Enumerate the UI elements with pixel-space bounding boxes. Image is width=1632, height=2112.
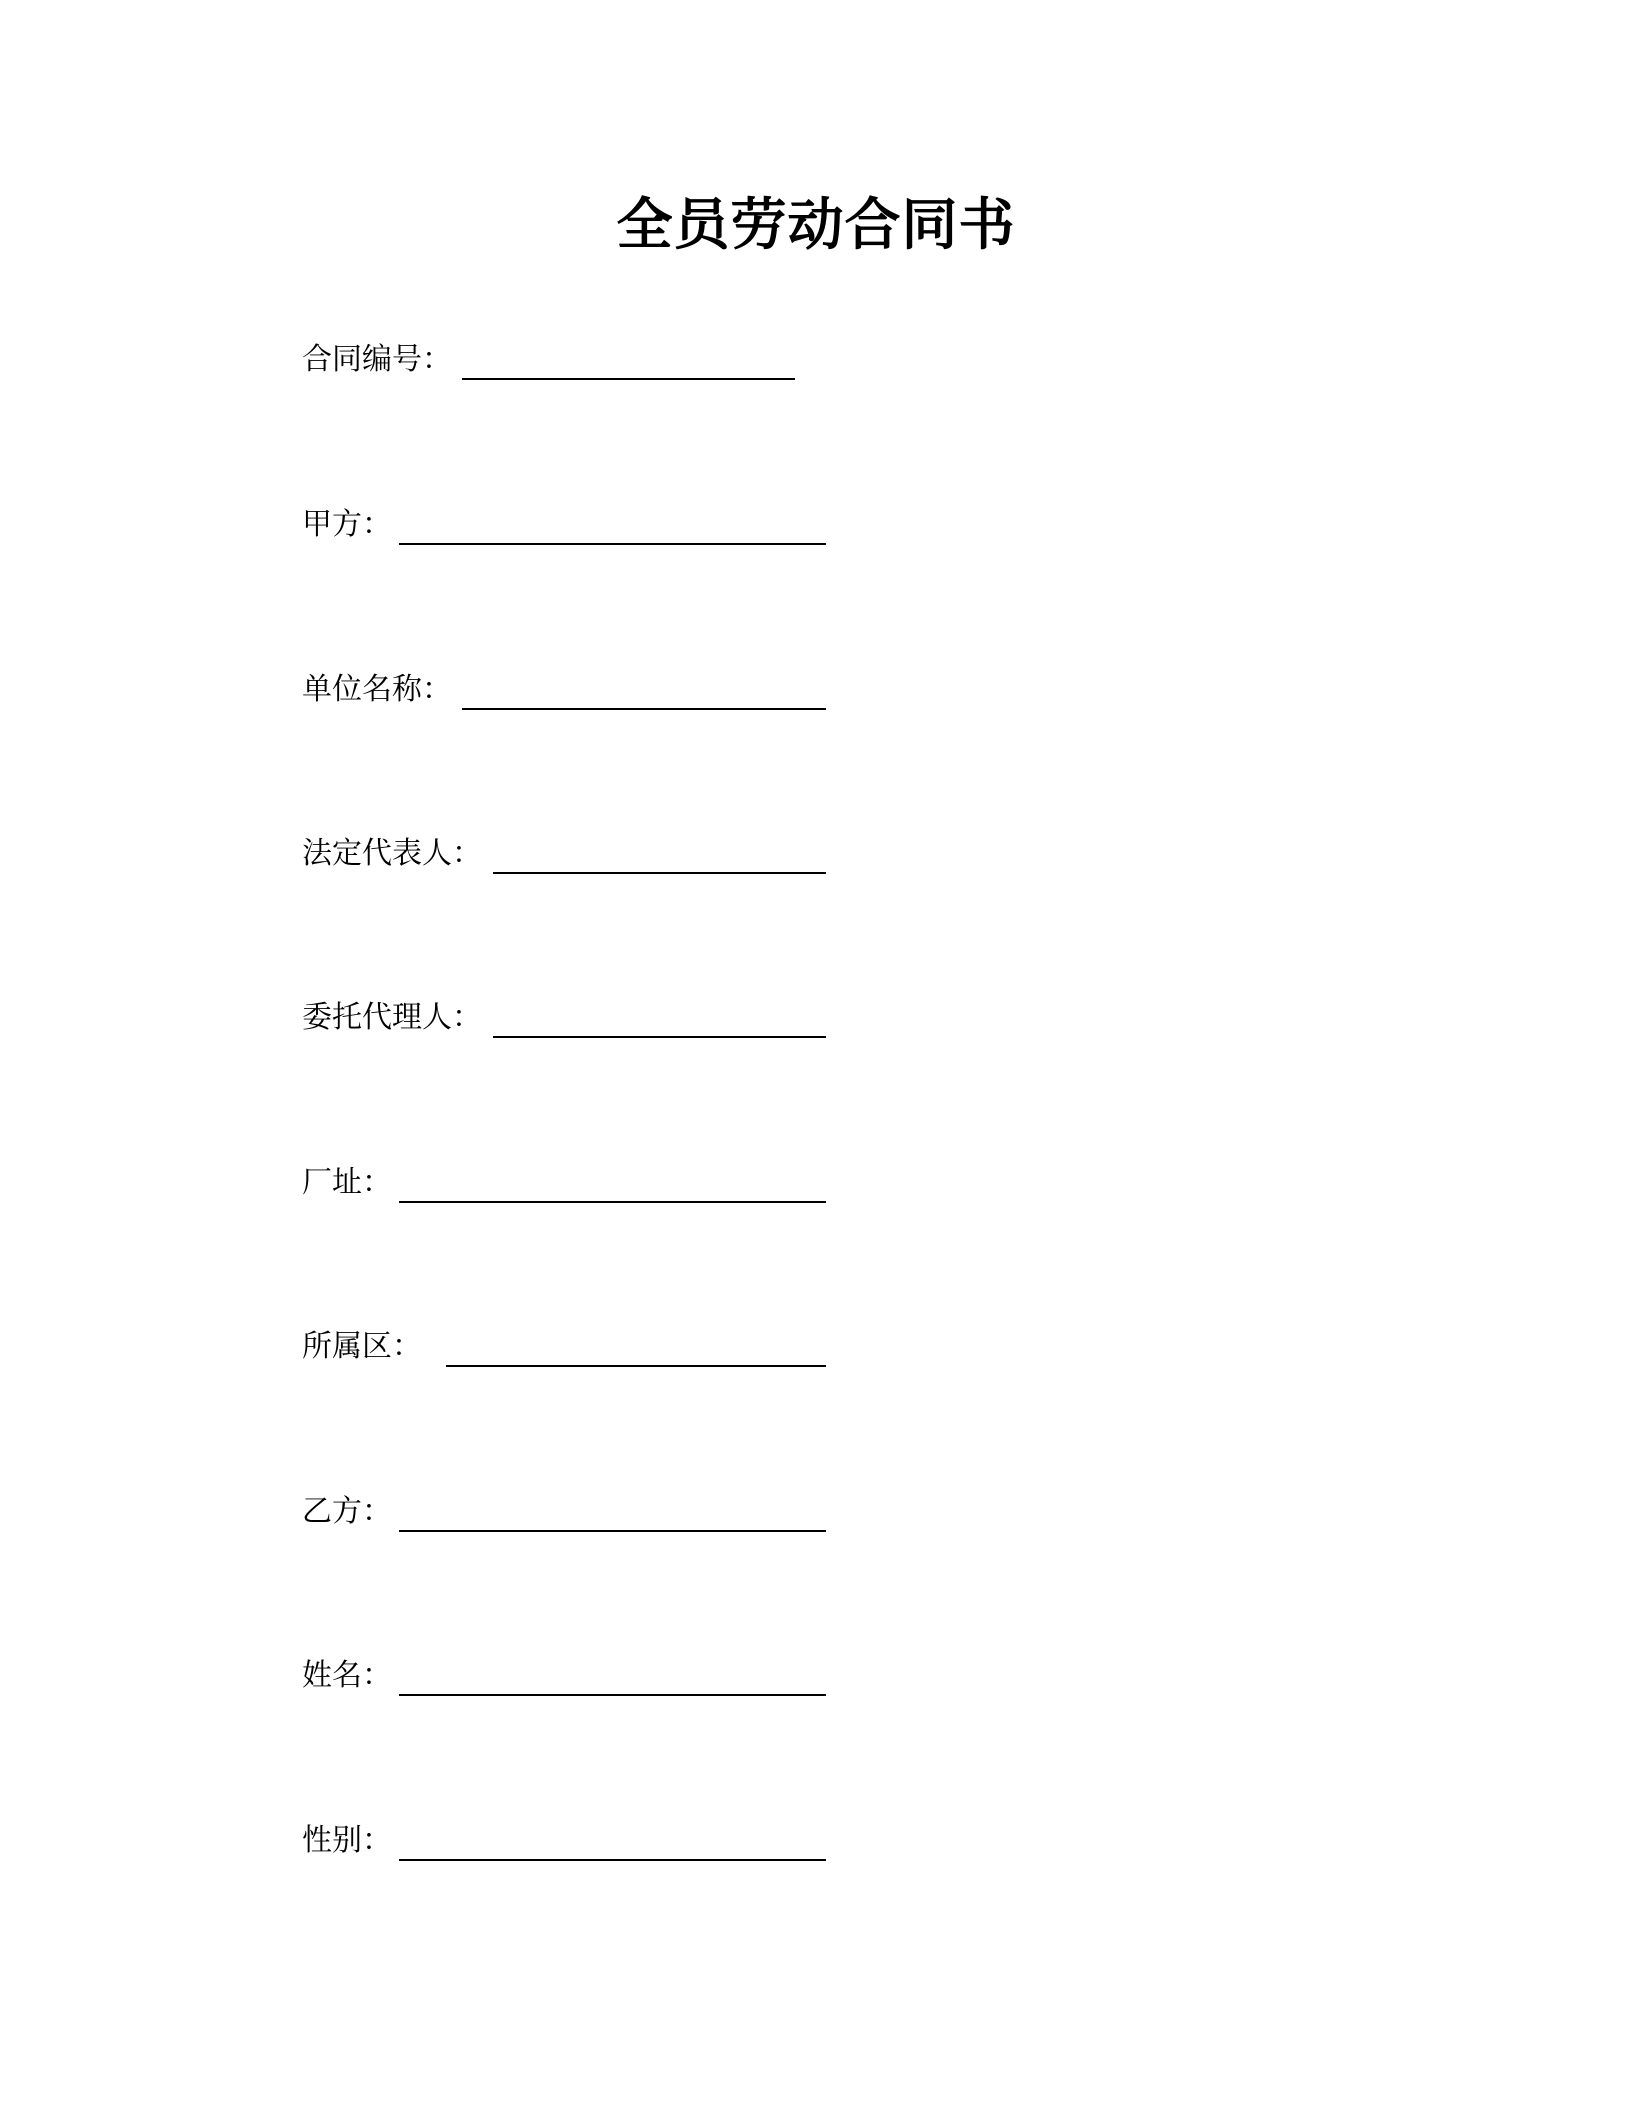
fill-in-blank-line[interactable] [399,1530,826,1532]
fill-in-blank-line[interactable] [462,708,826,710]
fill-in-blank-line[interactable] [493,872,826,874]
fill-in-blank-line[interactable] [399,1859,826,1861]
field-label: 姓名： [302,1658,392,1693]
field-label: 法定代表人： [302,836,482,871]
field-party-b [302,1482,827,1532]
field-label: 合同编号： [302,342,452,377]
field-district [302,1317,827,1367]
fill-in-blank-line[interactable] [446,1365,826,1367]
document-title: 全员劳动合同书 [616,193,1016,258]
field-label: 所属区： [302,1329,422,1364]
field-company-name [302,660,827,710]
fill-in-blank-line[interactable] [399,1694,826,1696]
fill-in-blank-line[interactable] [493,1036,826,1038]
field-label: 委托代理人： [302,1000,482,1035]
fill-in-blank-line[interactable] [399,1201,826,1203]
field-label: 厂址： [302,1165,392,1200]
field-label: 单位名称： [302,672,452,707]
field-name [302,1646,827,1696]
field-label: 乙方： [302,1494,392,1529]
field-label: 性别： [302,1823,392,1858]
field-gender [302,1811,827,1861]
field-authorized-agent [302,988,827,1038]
fill-in-blank-line[interactable] [462,378,795,380]
fill-in-blank-line[interactable] [399,543,826,545]
field-legal-representative [302,824,827,874]
field-contract-number [302,330,797,380]
field-label: 甲方： [302,507,392,542]
field-party-a [302,495,827,545]
field-factory-address [302,1153,827,1203]
